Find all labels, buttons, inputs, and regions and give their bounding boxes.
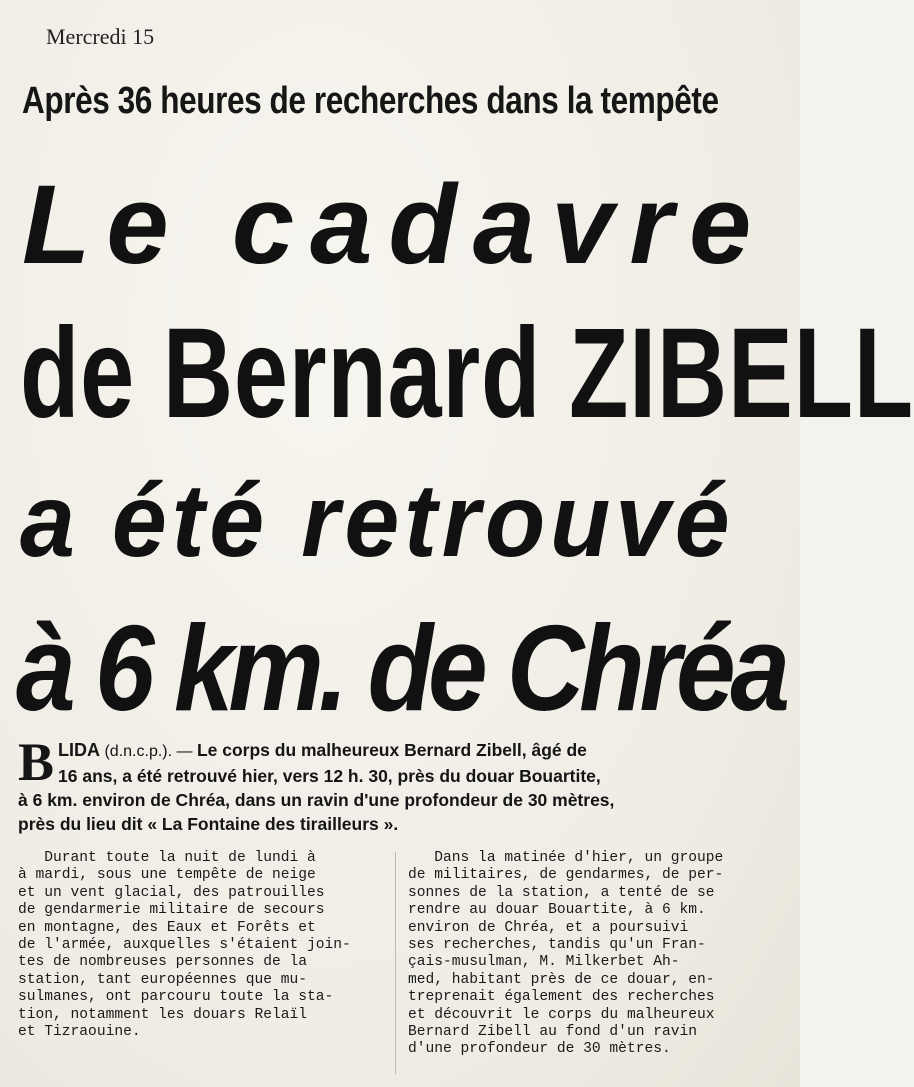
headline-kicker: Après 36 heures de recherches dans la tempête bbox=[22, 80, 719, 122]
column-line: Durant toute la nuit de lundi à bbox=[18, 850, 316, 866]
column-line: tion, notamment les douars Relaïl bbox=[18, 1006, 308, 1023]
column-line: treprenait également des recherches bbox=[408, 989, 715, 1006]
column-line: en montagne, des Eaux et Forêts et bbox=[18, 919, 316, 936]
column-line: d'une profondeur de 30 mètres. bbox=[408, 1041, 671, 1058]
column-line: Dans la matinée d'hier, un groupe bbox=[408, 850, 724, 866]
body-column-right bbox=[408, 850, 780, 1059]
headline-line-2: de Bernard ZIBELL bbox=[20, 302, 914, 445]
column-line: çais-musulman, M. Milkerbet Ah- bbox=[408, 954, 680, 971]
column-line: environ de Chréa, et a poursuivi bbox=[408, 919, 689, 936]
lead-line bbox=[18, 738, 778, 764]
column-line: tes de nombreuses personnes de la bbox=[18, 954, 308, 971]
column-divider bbox=[395, 852, 396, 1074]
column-line: à mardi, sous une tempête de neige bbox=[18, 867, 316, 884]
column-line: de gendarmerie militaire de secours bbox=[18, 902, 325, 919]
headline-line-4: à 6 km. de Chréa bbox=[16, 600, 785, 736]
column-line: ses recherches, tandis qu'un Fran- bbox=[408, 937, 706, 954]
column-line: rendre au douar Bouartite, à 6 km. bbox=[408, 902, 706, 919]
column-line: med, habitant près de ce douar, en- bbox=[408, 971, 715, 988]
body-column-left bbox=[18, 850, 380, 1041]
dateline-agency: (d.n.c.p.). — bbox=[100, 743, 197, 760]
column-line: station, tant européennes que mu- bbox=[18, 971, 308, 988]
column-line: de militaires, de gendarmes, de per- bbox=[408, 867, 724, 884]
issue-date: Mercredi 15 bbox=[46, 24, 155, 49]
dateline-place: LIDA bbox=[58, 740, 101, 760]
drop-cap: B bbox=[18, 732, 55, 792]
column-line: et un vent glacial, des patrouilles bbox=[18, 884, 325, 901]
column-line: Bernard Zibell au fond d'un ravin bbox=[408, 1024, 698, 1041]
lead-line: 16 ans, a été retrouvé hier, vers 12 h. 30, près du douar Bouartite, bbox=[58, 766, 601, 786]
column-line: et Tizraouine. bbox=[18, 1024, 141, 1041]
lead-paragraph bbox=[18, 732, 778, 836]
column-line: de l'armée, auxquelles s'étaient join- bbox=[18, 937, 351, 954]
headline-line-3: a été retrouvé bbox=[20, 463, 735, 579]
column-line: et découvrit le corps du malheureux bbox=[408, 1006, 715, 1023]
lead-line: à 6 km. environ de Chréa, dans un ravin d'une profondeur de 30 mètres, bbox=[18, 790, 615, 810]
lead-line: près du lieu dit « La Fontaine des tirailleurs ». bbox=[18, 814, 399, 834]
lead-line-text: Le corps du malheureux Bernard Zibell, âgé de bbox=[196, 740, 587, 760]
headline-line-1: Le cadavre bbox=[22, 162, 768, 287]
column-line: sulmanes, ont parcouru toute la sta- bbox=[18, 989, 334, 1006]
column-line: sonnes de la station, a tenté de se bbox=[408, 884, 715, 901]
